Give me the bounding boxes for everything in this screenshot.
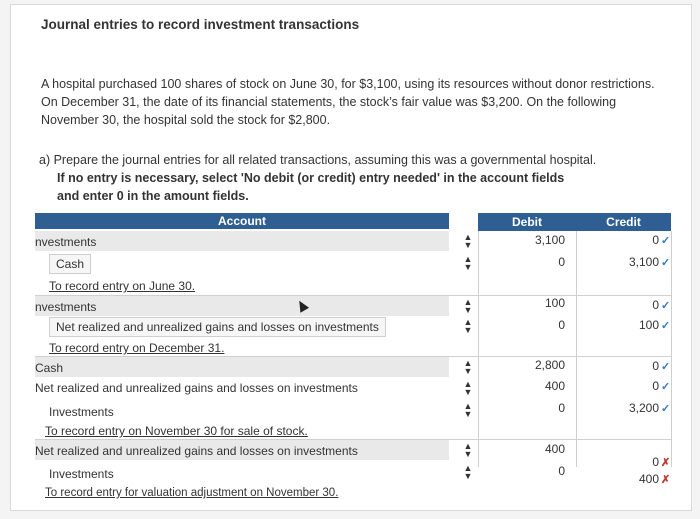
account-select[interactable]: Net realized and unrealized gains and losses on investments — [35, 381, 358, 395]
debit-input[interactable]: 3,100 — [534, 233, 565, 247]
dropdown-arrow-icon[interactable]: ▲ ▼ — [463, 232, 473, 250]
row-background — [35, 357, 449, 377]
page — [10, 4, 692, 511]
dropdown-arrow-icon[interactable]: ▲ ▼ — [463, 254, 473, 272]
row-background — [35, 231, 449, 251]
credit-input[interactable]: 400 — [638, 472, 659, 486]
correct-check-icon: ✓ — [661, 381, 671, 393]
instruction-bold-1: If no entry is necessary, select 'No debit (or credit) entry needed' in the account fields — [57, 171, 565, 185]
instructions — [39, 151, 659, 205]
entry-note: To record entry on December 31. — [49, 341, 225, 355]
account-select[interactable]: Cash — [49, 254, 91, 274]
entry-note: To record entry on June 30. — [49, 279, 196, 293]
credit-input[interactable]: 0 — [652, 455, 659, 469]
debit-input[interactable]: 100 — [544, 296, 565, 310]
correct-check-icon: ✓ — [661, 257, 671, 269]
credit-input[interactable]: 0 — [652, 233, 659, 247]
account-select[interactable]: Net realized and unrealized gains and losses on investments — [49, 317, 386, 337]
correct-check-icon: ✓ — [661, 320, 671, 332]
dropdown-arrow-icon[interactable]: ▲ ▼ — [463, 379, 473, 397]
instruction-bold-2: and enter 0 in the amount fields. — [57, 189, 249, 203]
problem-text: A hospital purchased 100 shares of stock on June 30, for $3,100, using its resources without donor restrictions. On December 31, the date of its financial statements, the stock’s fair value was $3,200. On the following November 30, the hospital sold the stock for $2,800. — [41, 77, 655, 127]
column-divider — [478, 231, 479, 467]
page-title: Journal entries to record investment transactions — [41, 17, 360, 32]
row-background — [35, 296, 449, 316]
correct-check-icon: ✓ — [661, 235, 671, 247]
debit-input[interactable]: 0 — [558, 318, 565, 332]
credit-input[interactable]: 3,100 — [628, 255, 659, 269]
entry-note: To record entry for valuation adjustment on November 30. — [45, 487, 339, 499]
debit-input[interactable]: 400 — [544, 379, 565, 393]
account-select[interactable]: Cash — [35, 361, 64, 375]
incorrect-x-icon: ✗ — [661, 457, 671, 469]
debit-input[interactable]: 0 — [558, 464, 565, 478]
dropdown-arrow-icon[interactable]: ▲ ▼ — [463, 401, 473, 419]
credit-header: Credit — [576, 213, 671, 231]
credit-input[interactable]: 0 — [652, 379, 659, 393]
correct-check-icon: ✓ — [661, 403, 671, 415]
account-select[interactable]: Net realized and unrealized gains and losses on investments — [35, 444, 358, 458]
debit-input[interactable]: 2,800 — [534, 358, 565, 372]
credit-input[interactable]: 0 — [652, 359, 659, 373]
correct-check-icon: ✓ — [661, 361, 671, 373]
instruction-a: a) Prepare the journal entries for all related transactions, assuming this was a governmental hospital. — [39, 153, 597, 167]
debit-input[interactable]: 0 — [558, 401, 565, 415]
dropdown-arrow-icon[interactable]: ▲ ▼ — [463, 317, 473, 335]
credit-input[interactable]: 100 — [638, 318, 659, 332]
journal-table — [35, 205, 671, 500]
account-select[interactable]: Investments — [49, 467, 114, 481]
correct-check-icon: ✓ — [661, 300, 671, 312]
account-select[interactable]: Investments — [49, 405, 114, 419]
account-select[interactable]: nvestments — [35, 300, 97, 314]
account-select[interactable]: nvestments — [35, 235, 97, 249]
account-header: Account — [35, 213, 449, 229]
dropdown-arrow-icon[interactable]: ▲ ▼ — [463, 358, 473, 376]
debit-input[interactable]: 0 — [558, 255, 565, 269]
dropdown-arrow-icon[interactable]: ▲ ▼ — [463, 463, 473, 481]
entry-note: To record entry on November 30 for sale of stock. — [45, 424, 308, 438]
credit-input[interactable]: 3,200 — [628, 401, 659, 415]
debit-input[interactable]: 400 — [544, 442, 565, 456]
debit-header: Debit — [478, 213, 576, 231]
dropdown-arrow-icon[interactable]: ▲ ▼ — [463, 441, 473, 459]
dropdown-arrow-icon[interactable]: ▲ ▼ — [463, 297, 473, 315]
column-divider — [671, 231, 672, 467]
credit-input[interactable]: 0 — [652, 298, 659, 312]
incorrect-x-icon: ✗ — [661, 474, 671, 486]
